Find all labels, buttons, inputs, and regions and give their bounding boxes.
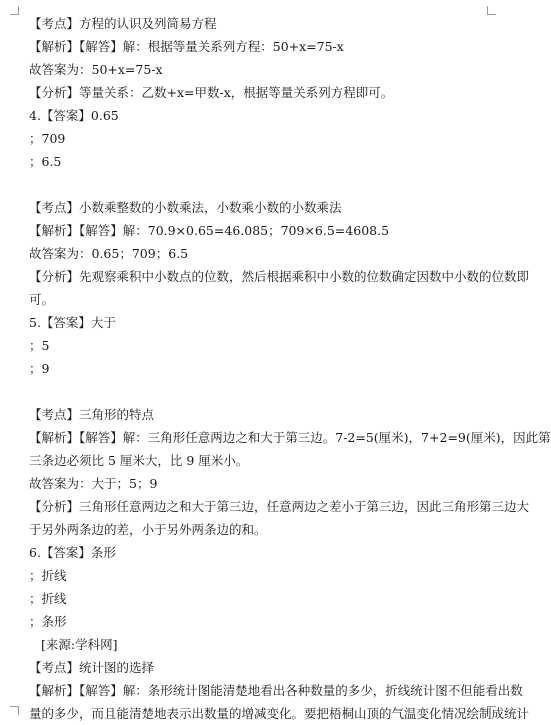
- page-corner-mark: [10, 6, 19, 15]
- fenxi-line-continued: 可。: [29, 292, 55, 307]
- question-answer-line: 6.【答案】条形: [29, 545, 116, 560]
- fenxi-line: 【分析】先观察乘积中小数点的位数，然后根据乘积中小数的位数确定因数中小数的位数即: [29, 269, 530, 284]
- jiexi-line: 【解析】【解答】解：条形统计图能清楚地看出各种数量的多少，折线统计图不但能看出数: [29, 683, 523, 698]
- question-answer-line: 4.【答案】0.65: [29, 108, 119, 123]
- answer-line: 故答案为：大于；5；9: [29, 476, 158, 491]
- answer-line: 故答案为：50+x=75-x: [29, 62, 163, 77]
- answer-item: ；709: [29, 131, 66, 146]
- source-note: [来源:学科网]: [41, 637, 118, 652]
- kaodian-line: 【考点】三角形的特点: [29, 407, 155, 422]
- jiexi-line: 【解析】【解答】解：根据等量关系列方程：50+x=75-x: [29, 39, 344, 54]
- jiexi-line-continued: 量的多少，而且能清楚地表示出数量的增减变化。要把梧桐山顶的气温变化情况绘制成统计: [29, 706, 530, 721]
- jiexi-line: 【解析】【解答】解：三角形任意两边之和大于第三边。7-2=5(厘米)，7+2=9(厘米)，因此第: [29, 430, 551, 445]
- answer-item: ；9: [29, 361, 50, 376]
- jiexi-line: 【解析】【解答】解：70.9×0.65=46.085；709×6.5=4608.5: [29, 223, 390, 238]
- fenxi-line: 【分析】等量关系：乙数+x=甲数-x，根据等量关系列方程即可。: [29, 85, 394, 100]
- answer-item: ；折线: [29, 568, 67, 583]
- answer-item: ；5: [29, 338, 50, 353]
- answer-item: ；6.5: [29, 154, 62, 169]
- kaodian-line: 【考点】小数乘整数的小数乘法，小数乘小数的小数乘法: [29, 200, 342, 215]
- answer-item: ；折线: [29, 591, 67, 606]
- jiexi-line-continued: 三条边必须比 5 厘米大，比 9 厘米小。: [29, 453, 249, 468]
- answer-item: ；条形: [29, 614, 67, 629]
- blank-line: [29, 173, 495, 196]
- question-answer-line: 5.【答案】大于: [29, 315, 116, 330]
- fenxi-line-continued: 于另外两条边的差，小于另外两条边的和。: [29, 522, 267, 537]
- fenxi-line: 【分析】三角形任意两边之和大于第三边，任意两边之差小于第三边，因此三角形第三边大: [29, 499, 530, 514]
- document-body: [29, 12, 551, 725]
- kaodian-line: 【考点】统计图的选择: [29, 660, 155, 675]
- kaodian-line: 【考点】方程的认识及列简易方程: [29, 16, 217, 31]
- page-corner-mark: [10, 706, 19, 715]
- answer-line: 故答案为：0.65；709；6.5: [29, 246, 189, 261]
- blank-line: [29, 380, 495, 403]
